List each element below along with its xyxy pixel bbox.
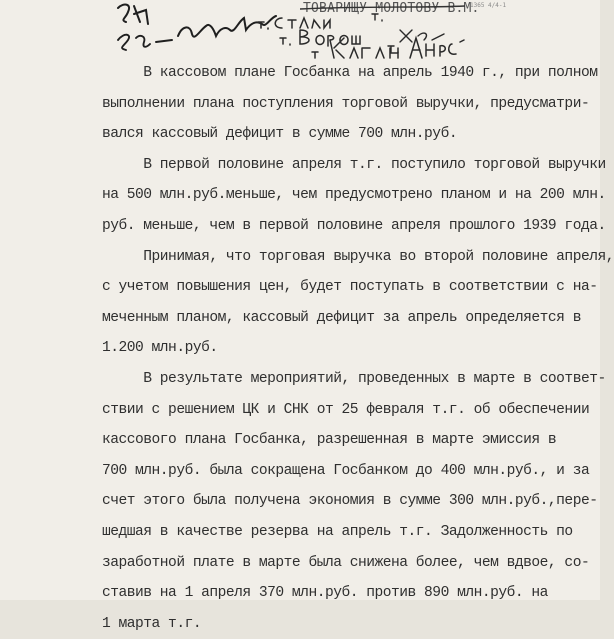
paragraph [102, 58, 598, 150]
text-line: с учетом повышения цен, будет поступать в соответствии с на- [102, 279, 598, 296]
text-line: Принимая, что торговая выручка во второй половине апреля, [102, 248, 614, 265]
document-header [0, 0, 600, 60]
handwritten-resolution-signature [0, 0, 600, 60]
text-line: 700 млн.руб. была сокращена Госбанком до 400 млн.руб., и за [102, 462, 590, 479]
text-line: меченным планом, кассовый дефицит за апрель определяется в [102, 309, 581, 326]
text-line: на 500 млн.руб.меньше, чем предусмотрено планом и на 200 млн. [102, 187, 606, 204]
text-line: шедшая в качестве резерва на апрель т.г. Задолженность по [102, 523, 573, 540]
text-line: кассового плана Госбанка, разрешенная в марте эмиссия в [102, 432, 557, 449]
paragraph [102, 364, 606, 639]
text-line: 1 марта т.г. [102, 615, 202, 632]
document-body [102, 58, 614, 639]
text-line: выполнении плана поступления торговой выручки, предусматри- [102, 95, 590, 112]
paragraph [102, 150, 606, 242]
text-line: 1.200 млн.руб. [102, 340, 218, 357]
text-line: вался кассовый дефицит в сумме 700 млн.руб. [102, 126, 458, 143]
text-line: В первой половине апреля т.г. поступило торговой выручки [102, 156, 606, 173]
registration-stamp-number: 1365 4/4-1 [470, 2, 507, 9]
text-line: руб. меньше, чем в первой половине апреля прошлого 1939 года. [102, 217, 606, 234]
text-line: ствии с решением ЦК и СНК от 25 февраля т.г. об обеспечении [102, 401, 590, 418]
text-line: В кассовом плане Госбанка на апрель 1940 г., при полном [102, 65, 598, 81]
text-line: счет этого была получена экономия в сумме 300 млн.руб.,пере- [102, 493, 598, 510]
text-line: В результате мероприятий, проведенных в марте в соответ- [102, 370, 606, 387]
text-line: заработной плате в марте была снижена более, чем вдвое, со- [102, 554, 590, 571]
text-line: ставив на 1 апреля 370 млн.руб. против 890 млн.руб. на [102, 585, 548, 602]
paragraph [102, 242, 614, 364]
addressee-line: ТОВАРИЩУ МОЛОТОВУ В.М. [303, 1, 480, 16]
